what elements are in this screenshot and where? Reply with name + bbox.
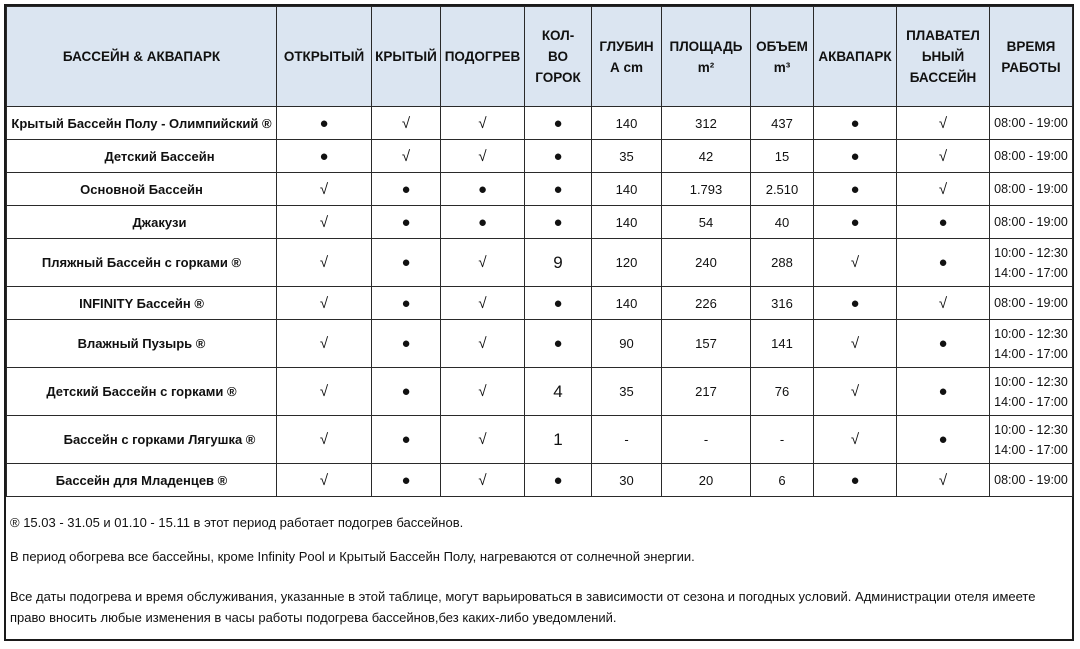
depth-cell: 90 <box>592 320 662 368</box>
note-disclaimer: Все даты подогрева и время обслуживания, указанные в этой таблице, могут варьироваться в зависимости от сезона и погодных условий. Администрации отеля имеете право вносить любые изменения в часы работы подогрева бассейнов,без каких-либо уведомлений. <box>10 589 1036 625</box>
heated-cell: √ <box>441 368 525 416</box>
hours-cell <box>990 107 1073 140</box>
area-cell: 226 <box>662 287 751 320</box>
hours-line: 08:00 - 19:00 <box>994 116 1068 130</box>
covered-cell: ● <box>372 320 441 368</box>
hours-line: 10:00 - 12:30 <box>994 422 1068 437</box>
depth-cell: 140 <box>592 173 662 206</box>
volume-cell: 6 <box>751 464 814 497</box>
table-row <box>7 239 1073 287</box>
open-cell: ● <box>277 107 372 140</box>
covered-cell: ● <box>372 368 441 416</box>
header-area <box>662 7 751 107</box>
pool-name-cell: Основной Бассейн <box>7 173 277 206</box>
volume-cell: 316 <box>751 287 814 320</box>
aquapark-cell: ● <box>814 287 897 320</box>
header-slides-line: ВО <box>548 49 568 64</box>
depth-cell: 30 <box>592 464 662 497</box>
volume-cell: 437 <box>751 107 814 140</box>
header-hours-line: РАБОТЫ <box>1001 59 1061 75</box>
header-area-line: m² <box>697 59 715 75</box>
header-depth-line: А cm <box>609 59 643 75</box>
hours-cell <box>990 464 1073 497</box>
hours-line: 08:00 - 19:00 <box>994 296 1068 310</box>
hours-line: 10:00 - 12:30 <box>994 374 1068 389</box>
swimming-cell: ● <box>897 206 990 239</box>
slides-cell: ● <box>525 140 592 173</box>
covered-cell: √ <box>372 140 441 173</box>
aquapark-cell: √ <box>814 320 897 368</box>
covered-cell: ● <box>372 173 441 206</box>
open-cell: √ <box>277 368 372 416</box>
covered-cell: ● <box>372 206 441 239</box>
depth-cell: - <box>592 416 662 464</box>
swimming-cell: ● <box>897 416 990 464</box>
aquapark-cell: √ <box>814 368 897 416</box>
header-aquapark: АКВАПАРК <box>814 7 897 107</box>
header-slides-line: КОЛ- <box>541 28 575 43</box>
aquapark-cell: √ <box>814 239 897 287</box>
pool-name-cell: INFINITY Бассейн ® <box>7 287 277 320</box>
swimming-cell: √ <box>897 140 990 173</box>
header-depth <box>592 7 662 107</box>
open-cell: √ <box>277 239 372 287</box>
hours-cell <box>990 287 1073 320</box>
heated-cell: √ <box>441 287 525 320</box>
header-hours <box>990 7 1073 107</box>
aquapark-cell: √ <box>814 416 897 464</box>
depth-cell: 35 <box>592 368 662 416</box>
hours-line: 08:00 - 19:00 <box>994 182 1068 196</box>
slides-cell: ● <box>525 206 592 239</box>
open-cell: ● <box>277 140 372 173</box>
slides-cell: ● <box>525 320 592 368</box>
swimming-cell: ● <box>897 368 990 416</box>
table-row <box>7 107 1073 140</box>
pool-name-cell: Влажный Пузырь ® <box>7 320 277 368</box>
note-heating-period: ® 15.03 - 31.05 и 01.10 - 15.11 в этот период работает подогрев бассейнов. <box>10 515 464 530</box>
heated-cell: √ <box>441 416 525 464</box>
volume-cell: 40 <box>751 206 814 239</box>
header-open: ОТКРЫТЫЙ <box>277 7 372 107</box>
slides-cell: 4 <box>525 368 592 416</box>
header-swimming-line: ЬНЫЙ <box>921 49 965 64</box>
depth-cell: 140 <box>592 206 662 239</box>
depth-cell: 140 <box>592 107 662 140</box>
table-row <box>7 416 1073 464</box>
volume-cell: 15 <box>751 140 814 173</box>
covered-cell: ● <box>372 287 441 320</box>
table-row <box>7 206 1073 239</box>
hours-line: 14:00 - 17:00 <box>994 394 1068 409</box>
heated-cell: √ <box>441 140 525 173</box>
pool-name-cell: Бассейн для Младенцев ® <box>7 464 277 497</box>
area-cell: 312 <box>662 107 751 140</box>
table-body <box>7 107 1073 497</box>
hours-cell <box>990 239 1073 287</box>
aquapark-cell: ● <box>814 206 897 239</box>
hours-line: 08:00 - 19:00 <box>994 215 1068 229</box>
table-row <box>7 173 1073 206</box>
header-area-line: ПЛОЩАДЬ <box>669 38 743 54</box>
header-volume-line: ОБЪЕМ <box>756 38 808 54</box>
heated-cell: √ <box>441 239 525 287</box>
pool-name-cell: Крытый Бассейн Полу - Олимпийский ® <box>7 107 277 140</box>
hours-line: 14:00 - 17:00 <box>994 442 1068 457</box>
heated-cell: ● <box>441 206 525 239</box>
area-cell: 54 <box>662 206 751 239</box>
slides-cell: ● <box>525 107 592 140</box>
area-cell: 42 <box>662 140 751 173</box>
hours-line: 14:00 - 17:00 <box>994 346 1068 361</box>
depth-cell: 140 <box>592 287 662 320</box>
volume-cell: 288 <box>751 239 814 287</box>
pool-name-cell: Бассейн с горками Лягушка ® <box>7 416 277 464</box>
hours-line: 14:00 - 17:00 <box>994 265 1068 280</box>
table-row <box>7 320 1073 368</box>
area-cell: 240 <box>662 239 751 287</box>
open-cell: √ <box>277 320 372 368</box>
pools-table <box>6 6 1073 497</box>
swimming-cell: ● <box>897 320 990 368</box>
aquapark-cell: ● <box>814 140 897 173</box>
heated-cell: √ <box>441 107 525 140</box>
pool-name-cell: Джакузи <box>7 206 277 239</box>
table-row <box>7 368 1073 416</box>
header-volume <box>751 7 814 107</box>
covered-cell: ● <box>372 239 441 287</box>
volume-cell: - <box>751 416 814 464</box>
slides-cell: ● <box>525 173 592 206</box>
header-depth-line: ГЛУБИН <box>599 38 654 54</box>
area-cell: 157 <box>662 320 751 368</box>
aquapark-cell: ● <box>814 173 897 206</box>
table-row <box>7 287 1073 320</box>
slides-cell: 1 <box>525 416 592 464</box>
open-cell: √ <box>277 173 372 206</box>
hours-cell <box>990 206 1073 239</box>
open-cell: √ <box>277 416 372 464</box>
pool-name-cell: Пляжный Бассейн с горками ® <box>7 239 277 287</box>
hours-line: 10:00 - 12:30 <box>994 245 1068 260</box>
hours-line: 10:00 - 12:30 <box>994 326 1068 341</box>
hours-cell <box>990 368 1073 416</box>
hours-cell <box>990 140 1073 173</box>
hours-cell <box>990 416 1073 464</box>
covered-cell: ● <box>372 416 441 464</box>
covered-cell: ● <box>372 464 441 497</box>
volume-cell: 76 <box>751 368 814 416</box>
header-swimming <box>897 7 990 107</box>
swimming-cell: √ <box>897 173 990 206</box>
depth-cell: 120 <box>592 239 662 287</box>
aquapark-cell: ● <box>814 107 897 140</box>
pool-name-cell: Детский Бассейн <box>7 140 277 173</box>
swimming-cell: √ <box>897 287 990 320</box>
area-cell: 20 <box>662 464 751 497</box>
covered-cell: √ <box>372 107 441 140</box>
slides-cell: ● <box>525 287 592 320</box>
header-hours-line: ВРЕМЯ <box>1006 38 1056 54</box>
area-cell: 217 <box>662 368 751 416</box>
area-cell: 1.793 <box>662 173 751 206</box>
slides-cell: ● <box>525 464 592 497</box>
note-solar-heating: В период обогрева все бассейны, кроме Infinity Pool и Крытый Бассейн Полу, нагреваются от солнечной энергии. <box>10 549 695 564</box>
hours-line: 08:00 - 19:00 <box>994 473 1068 487</box>
slides-cell: 9 <box>525 239 592 287</box>
pool-name-cell: Детский Бассейн с горками ® <box>7 368 277 416</box>
header-heated: ПОДОГРЕВ <box>441 7 525 107</box>
header-swimming-line: БАССЕЙН <box>909 70 977 85</box>
header-row <box>7 7 1073 107</box>
open-cell: √ <box>277 206 372 239</box>
swimming-cell: ● <box>897 239 990 287</box>
hours-cell <box>990 320 1073 368</box>
heated-cell: √ <box>441 464 525 497</box>
heated-cell: ● <box>441 173 525 206</box>
hours-line: 08:00 - 19:00 <box>994 149 1068 163</box>
swimming-cell: √ <box>897 107 990 140</box>
swimming-cell: √ <box>897 464 990 497</box>
open-cell: √ <box>277 464 372 497</box>
open-cell: √ <box>277 287 372 320</box>
header-pool-name: БАССЕЙН & АКВАПАРК <box>7 7 277 107</box>
volume-cell: 2.510 <box>751 173 814 206</box>
volume-cell: 141 <box>751 320 814 368</box>
table-row <box>7 464 1073 497</box>
aquapark-cell: ● <box>814 464 897 497</box>
header-swimming-line: ПЛАВАТЕЛ <box>906 28 980 43</box>
area-cell: - <box>662 416 751 464</box>
hours-cell <box>990 173 1073 206</box>
header-slides-line: ГОРОК <box>535 70 581 85</box>
table-row <box>7 140 1073 173</box>
header-volume-line: m³ <box>773 59 791 75</box>
header-covered: КРЫТЫЙ <box>372 7 441 107</box>
depth-cell: 35 <box>592 140 662 173</box>
heated-cell: √ <box>441 320 525 368</box>
header-slides <box>525 7 592 107</box>
